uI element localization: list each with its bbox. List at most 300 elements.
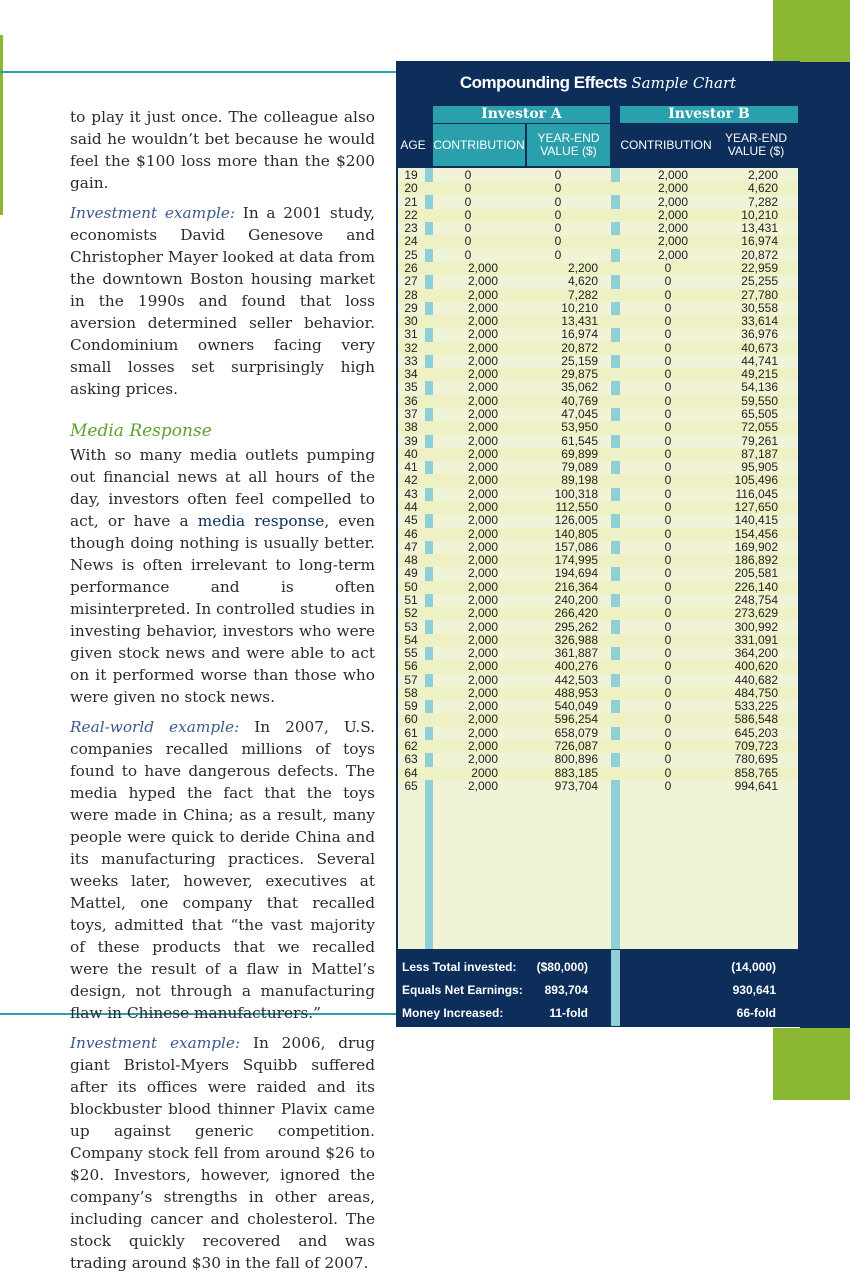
cell-value-b: 440,682	[734, 672, 778, 687]
cell-value-a: 126,005	[554, 513, 598, 528]
cell-contribution-b: 0	[664, 712, 672, 727]
cell-contribution-b: 2,000	[657, 247, 688, 262]
cell-value-a: 800,896	[554, 752, 598, 767]
cell-contribution-a: 2,000	[467, 460, 498, 475]
cell-contribution-b: 0	[664, 393, 672, 408]
cell-value-a: 89,198	[561, 473, 598, 488]
cell-value-b: 87,187	[741, 446, 778, 461]
table-row	[398, 235, 798, 248]
cell-value-b: 105,496	[734, 473, 778, 488]
cell-contribution-b: 0	[664, 672, 672, 687]
col-header-contribution-b: CONTRIBUTION	[620, 137, 712, 152]
table-row	[398, 687, 798, 700]
cell-age: 42	[404, 473, 418, 488]
table-title	[396, 73, 800, 93]
cell-contribution-a: 2,000	[467, 606, 498, 621]
table-row	[398, 328, 798, 341]
cell-contribution-b: 0	[664, 739, 672, 754]
cell-contribution-a: 2,000	[467, 340, 498, 355]
cell-contribution-b: 0	[664, 553, 672, 568]
cell-age: 27	[404, 274, 418, 289]
cell-value-a: 442,503	[554, 672, 598, 687]
table-row	[398, 196, 798, 209]
top-rule	[0, 71, 398, 73]
summary-row	[398, 983, 798, 1003]
cell-value-a: 658,079	[554, 725, 598, 740]
table-row	[398, 421, 798, 434]
cell-contribution-a: 2,000	[467, 646, 498, 661]
cell-age: 46	[404, 526, 418, 541]
cell-value-b: 205,581	[734, 566, 778, 581]
cell-contribution-a: 2,000	[467, 672, 498, 687]
cell-age: 35	[404, 380, 418, 395]
cell-value-b: 44,741	[741, 353, 778, 368]
investor-a-header: Investor A	[433, 106, 610, 123]
col-header-value-line2: VALUE ($)	[727, 144, 785, 158]
cell-contribution-a: 2,000	[467, 353, 498, 368]
col-header-value-b	[714, 124, 798, 166]
cell-value-a: 0	[554, 207, 562, 222]
cell-age: 64	[404, 765, 418, 780]
cell-contribution-b: 0	[664, 752, 672, 767]
paragraph-investment-example-2	[70, 1032, 375, 1274]
cell-value-a: 240,200	[554, 592, 598, 607]
cell-age: 53	[404, 619, 418, 634]
table-row	[398, 209, 798, 222]
cell-contribution-a: 0	[464, 234, 472, 249]
cell-value-b: 709,723	[734, 739, 778, 754]
summary-row	[398, 960, 798, 980]
cell-value-a: 0	[554, 168, 562, 182]
col-header-value-line2: VALUE ($)	[540, 144, 597, 158]
cell-contribution-b: 0	[664, 765, 672, 780]
cell-value-b: 4,620	[747, 181, 778, 196]
cell-age: 29	[404, 300, 418, 315]
cell-age: 30	[404, 314, 418, 329]
cell-value-b: 533,225	[734, 699, 778, 714]
table-row	[398, 581, 798, 594]
cell-contribution-b: 0	[664, 579, 672, 594]
paragraph-real-world-example	[70, 716, 375, 1024]
cell-age: 62	[404, 739, 418, 754]
cell-age: 52	[404, 606, 418, 621]
investor-b-header: Investor B	[620, 106, 798, 123]
cell-age: 37	[404, 407, 418, 422]
table-row	[398, 753, 798, 766]
cell-value-b: 36,976	[741, 327, 778, 342]
green-corner-tab-bottom	[773, 1028, 850, 1100]
cell-age: 28	[404, 287, 418, 302]
cell-value-a: 726,087	[554, 739, 598, 754]
cell-value-a: 326,988	[554, 632, 598, 647]
cell-age: 55	[404, 646, 418, 661]
cell-value-b: 95,905	[741, 460, 778, 475]
cell-age: 44	[404, 500, 418, 514]
table-row	[398, 435, 798, 448]
col-header-value-line1: YEAR-END	[537, 131, 600, 145]
cell-value-a: 157,086	[554, 539, 598, 554]
cell-contribution-a: 2,000	[467, 553, 498, 568]
cell-age: 61	[404, 725, 418, 740]
table-row	[398, 528, 798, 541]
green-corner-tab-top	[773, 0, 850, 62]
cell-contribution-a: 2,000	[467, 500, 498, 514]
cell-value-a: 10,210	[561, 300, 598, 315]
example-label: Real-world example:	[70, 718, 240, 736]
cell-value-a: 194,694	[554, 566, 598, 581]
cell-value-a: 0	[554, 181, 562, 196]
cell-value-a: 20,872	[561, 340, 598, 355]
cell-age: 40	[404, 446, 418, 461]
table-row	[398, 488, 798, 501]
cell-age: 59	[404, 699, 418, 714]
table-row	[398, 621, 798, 634]
cell-contribution-a: 0	[464, 181, 472, 196]
cell-age: 57	[404, 672, 418, 687]
cell-value-a: 361,887	[554, 646, 598, 661]
cell-value-b: 16,974	[741, 234, 778, 249]
cell-value-b: 65,505	[741, 407, 778, 422]
cell-age: 65	[404, 778, 418, 793]
cell-contribution-a: 2,000	[467, 725, 498, 740]
left-accent-bar	[0, 35, 3, 215]
cell-contribution-b: 0	[664, 446, 672, 461]
cell-contribution-b: 2,000	[657, 168, 688, 182]
table-row	[398, 780, 798, 793]
cell-contribution-b: 0	[664, 632, 672, 647]
table-row	[398, 501, 798, 514]
cell-value-a: 266,420	[554, 606, 598, 621]
cell-contribution-a: 2,000	[467, 433, 498, 448]
cell-contribution-a: 2,000	[467, 300, 498, 315]
paragraph-media-response	[70, 444, 375, 708]
cell-age: 21	[404, 194, 418, 209]
cell-value-b: 33,614	[741, 314, 778, 329]
cell-contribution-a: 2,000	[467, 446, 498, 461]
table-row	[398, 474, 798, 487]
cell-age: 34	[404, 367, 418, 382]
cell-value-b: 54,136	[741, 380, 778, 395]
table-row	[398, 700, 798, 713]
cell-age: 47	[404, 539, 418, 554]
cell-contribution-a: 2,000	[467, 420, 498, 435]
cell-value-a: 4,620	[567, 274, 598, 289]
cell-contribution-a: 2,000	[467, 592, 498, 607]
cell-contribution-a: 2,000	[467, 712, 498, 727]
cell-contribution-b: 0	[664, 725, 672, 740]
table-row	[398, 647, 798, 660]
table-row	[398, 461, 798, 474]
table-row	[398, 395, 798, 408]
summary-label: Money Increased:	[402, 1006, 504, 1020]
cell-contribution-a: 2,000	[467, 287, 498, 302]
cell-value-a: 883,185	[554, 765, 598, 780]
cell-contribution-a: 2,000	[467, 486, 498, 501]
cell-contribution-a: 2,000	[467, 274, 498, 289]
cell-value-b: 59,550	[741, 393, 778, 408]
cell-value-a: 35,062	[561, 380, 598, 395]
cell-age: 50	[404, 579, 418, 594]
cell-value-b: 994,641	[734, 778, 778, 793]
table-row	[398, 262, 798, 275]
cell-value-a: 40,769	[561, 393, 598, 408]
cell-value-b: 858,765	[734, 765, 778, 780]
table-row	[398, 355, 798, 368]
cell-contribution-a: 0	[464, 168, 472, 182]
cell-contribution-a: 0	[464, 247, 472, 262]
cell-contribution-a: 2,000	[467, 260, 498, 275]
cell-contribution-b: 0	[664, 407, 672, 422]
table-row	[398, 607, 798, 620]
paragraph-text: With so many media outlets pumping out financial news at all hours of the day, investors often feel compelled to act, or have a	[70, 446, 375, 530]
cell-contribution-b: 0	[664, 592, 672, 607]
summary-value-a: 893,704	[544, 983, 588, 997]
table-row	[398, 381, 798, 394]
cell-age: 41	[404, 460, 418, 475]
cell-value-b: 72,055	[741, 420, 778, 435]
summary-label: Less Total invested:	[402, 960, 517, 974]
cell-contribution-a: 2,000	[467, 327, 498, 342]
col-header-value-line1: YEAR-END	[724, 131, 787, 145]
cell-value-b: 645,203	[734, 725, 778, 740]
cell-contribution-a: 0	[464, 221, 472, 236]
cell-age: 58	[404, 685, 418, 700]
cell-contribution-a: 2,000	[467, 513, 498, 528]
col-header-value-a	[527, 124, 610, 166]
cell-value-a: 53,950	[561, 420, 598, 435]
cell-age: 48	[404, 553, 418, 568]
cell-age: 49	[404, 566, 418, 581]
table-row	[398, 767, 798, 780]
cell-contribution-b: 2,000	[657, 207, 688, 222]
table-row	[398, 169, 798, 182]
table-row	[398, 713, 798, 726]
cell-age: 23	[404, 221, 418, 236]
cell-age: 19	[404, 168, 418, 182]
example-label: Investment example:	[70, 204, 236, 222]
table-row	[398, 554, 798, 567]
cell-value-b: 226,140	[734, 579, 778, 594]
table-row	[398, 222, 798, 235]
cell-value-a: 16,974	[561, 327, 598, 342]
cell-contribution-b: 0	[664, 513, 672, 528]
table-row	[398, 660, 798, 673]
cell-value-a: 29,875	[561, 367, 598, 382]
cell-age: 63	[404, 752, 418, 767]
cell-value-b: 10,210	[741, 207, 778, 222]
cell-contribution-a: 0	[464, 194, 472, 209]
table-row	[398, 674, 798, 687]
cell-value-a: 973,704	[554, 778, 598, 793]
cell-value-b: 116,045	[735, 486, 778, 501]
table-row	[398, 541, 798, 554]
cell-age: 39	[404, 433, 418, 448]
cell-contribution-a: 2,000	[467, 526, 498, 541]
cell-contribution-a: 2,000	[467, 685, 498, 700]
cell-contribution-a: 0	[464, 207, 472, 222]
cell-value-a: 100,318	[554, 486, 598, 501]
table-title-bold: Compounding Effects	[459, 73, 627, 92]
cell-value-b: 49,215	[741, 367, 778, 382]
table-row	[398, 448, 798, 461]
cell-value-b: 169,902	[734, 539, 778, 554]
cell-value-b: 780,695	[734, 752, 778, 767]
cell-value-a: 79,089	[561, 460, 598, 475]
cell-contribution-b: 0	[664, 300, 672, 315]
example-label: Investment example:	[70, 1034, 241, 1052]
cell-contribution-b: 2,000	[657, 194, 688, 209]
cell-contribution-b: 0	[664, 367, 672, 382]
cell-value-b: 186,892	[734, 553, 778, 568]
table-row	[398, 275, 798, 288]
cell-contribution-b: 2,000	[657, 181, 688, 196]
cell-contribution-b: 0	[664, 287, 672, 302]
cell-contribution-b: 0	[664, 646, 672, 661]
cell-value-b: 79,261	[741, 433, 778, 448]
table-row	[398, 634, 798, 647]
cell-age: 36	[404, 393, 418, 408]
cell-contribution-a: 2,000	[467, 699, 498, 714]
summary-value-b: 66-fold	[736, 1006, 776, 1020]
cell-age: 43	[404, 486, 418, 501]
cell-value-a: 0	[554, 194, 562, 209]
cell-contribution-b: 0	[664, 473, 672, 488]
cell-contribution-a: 2,000	[467, 539, 498, 554]
cell-contribution-a: 2,000	[467, 473, 498, 488]
cell-contribution-b: 0	[664, 340, 672, 355]
navy-side-band	[800, 62, 850, 1028]
cell-contribution-b: 0	[664, 327, 672, 342]
cell-value-b: 25,255	[741, 274, 778, 289]
cell-contribution-a: 2,000	[467, 659, 498, 674]
cell-contribution-b: 0	[664, 659, 672, 674]
cell-contribution-a: 2,000	[467, 619, 498, 634]
key-term: media response	[197, 512, 325, 530]
section-heading: Media Response	[70, 421, 212, 441]
cell-value-b: 484,750	[734, 685, 778, 700]
cell-value-a: 400,276	[554, 659, 598, 674]
cell-value-b: 400,620	[734, 659, 778, 674]
cell-value-b: 22,959	[741, 260, 778, 275]
cell-age: 26	[404, 260, 418, 275]
cell-contribution-b: 0	[664, 685, 672, 700]
table-row	[398, 594, 798, 607]
cell-value-a: 2,200	[567, 260, 598, 275]
cell-value-a: 174,995	[554, 553, 598, 568]
cell-contribution-a: 2,000	[467, 579, 498, 594]
cell-value-a: 0	[554, 234, 562, 249]
cell-value-a: 216,364	[554, 579, 598, 594]
table-row	[398, 302, 798, 315]
cell-value-a: 112,550	[555, 500, 598, 514]
cell-contribution-b: 0	[664, 460, 672, 475]
cell-age: 60	[404, 712, 418, 727]
cell-age: 45	[404, 513, 418, 528]
cell-age: 38	[404, 420, 418, 435]
table-row	[398, 249, 798, 262]
cell-contribution-b: 0	[664, 619, 672, 634]
table-row	[398, 514, 798, 527]
table-title-italic: Sample Chart	[631, 74, 737, 92]
cell-contribution-b: 0	[664, 566, 672, 581]
cell-value-a: 295,262	[554, 619, 598, 634]
cell-value-b: 300,992	[734, 619, 778, 634]
paragraph-intro: to play it just once. The colleague also said he wouldn’t bet because he would feel the $100 loss more than the $200 gain.	[70, 108, 375, 192]
cell-value-a: 540,049	[554, 699, 598, 714]
summary-label: Equals Net Earnings:	[402, 983, 523, 997]
cell-value-b: 273,629	[734, 606, 778, 621]
cell-value-b: 331,091	[734, 632, 778, 647]
cell-age: 31	[404, 327, 418, 342]
table-row	[398, 289, 798, 302]
cell-contribution-b: 0	[664, 486, 672, 501]
table-row	[398, 315, 798, 328]
cell-contribution-a: 2,000	[467, 314, 498, 329]
cell-age: 33	[404, 353, 418, 368]
cell-contribution-b: 0	[664, 606, 672, 621]
cell-contribution-b: 0	[664, 699, 672, 714]
cell-contribution-b: 0	[664, 539, 672, 554]
cell-value-a: 488,953	[554, 685, 598, 700]
cell-age: 22	[404, 207, 418, 222]
cell-value-b: 13,431	[741, 221, 778, 236]
paragraph-text: , even though doing nothing is usually better. News is often irrelevant to long-term performance and is often misinterpreted. In controlled studies in investing behavior, investors who were given stock news and were able to act on it performed worse than those who were given no stock news.	[70, 512, 375, 706]
cell-value-b: 364,200	[734, 646, 778, 661]
cell-contribution-a: 2,000	[467, 632, 498, 647]
cell-age: 20	[404, 181, 418, 196]
cell-value-b: 586,548	[734, 712, 778, 727]
cell-value-a: 69,899	[561, 446, 598, 461]
cell-value-a: 25,159	[561, 353, 598, 368]
cell-contribution-b: 0	[664, 274, 672, 289]
summary-value-b: (14,000)	[731, 960, 776, 974]
cell-contribution-b: 0	[664, 500, 672, 514]
cell-contribution-a: 2000	[471, 765, 498, 780]
table-row	[398, 727, 798, 740]
cell-contribution-b: 2,000	[657, 234, 688, 249]
col-header-contribution-a: CONTRIBUTION	[433, 124, 525, 166]
cell-value-b: 27,780	[741, 287, 778, 302]
cell-contribution-b: 2,000	[657, 221, 688, 236]
example-text: In 2007, U.S. companies recalled millions of toys found to have dangerous defects. The media hyped the fact that the toys were made in China; as a result, many people were quick to deride China and its manufacturing practices. Several weeks later, however, executives at Mattel, one company that recalled toys, admitted that “the vast majority of these products that we recalled were the result of a flaw in Mattel’s design, not through a manufacturing flaw in Chinese manufacturers.”	[70, 718, 376, 1022]
cell-value-b: 40,673	[741, 340, 778, 355]
table-row	[398, 182, 798, 195]
cell-contribution-a: 2,000	[467, 778, 498, 793]
cell-value-b: 2,200	[747, 168, 778, 182]
cell-age: 24	[404, 234, 418, 249]
cell-value-a: 0	[554, 247, 562, 262]
cell-contribution-b: 0	[664, 778, 672, 793]
cell-contribution-b: 0	[664, 380, 672, 395]
article-body	[70, 106, 375, 1282]
cell-contribution-b: 0	[664, 314, 672, 329]
cell-value-b: 7,282	[747, 194, 778, 209]
col-header-age: AGE	[400, 137, 426, 152]
table-row	[398, 740, 798, 753]
cell-age: 32	[404, 340, 418, 355]
cell-contribution-b: 0	[664, 420, 672, 435]
cell-contribution-a: 2,000	[467, 367, 498, 382]
cell-contribution-a: 2,000	[467, 739, 498, 754]
table-row	[398, 408, 798, 421]
cell-value-b: 127,650	[734, 500, 778, 514]
cell-value-a: 61,545	[561, 433, 598, 448]
cell-value-b: 20,872	[741, 247, 778, 262]
summary-value-b: 930,641	[732, 983, 776, 997]
cell-value-a: 596,254	[554, 712, 598, 727]
cell-value-b: 248,754	[734, 592, 778, 607]
cell-contribution-a: 2,000	[467, 752, 498, 767]
